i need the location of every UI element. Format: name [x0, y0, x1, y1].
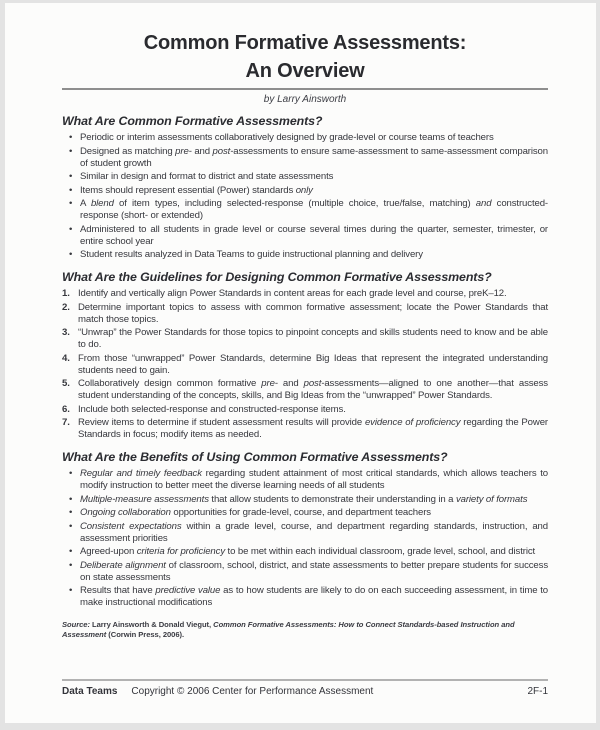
text-segment: Common Formative Assessments: How to Connect Standards-based Instruction and Assessment	[62, 620, 515, 640]
list-item-text	[80, 185, 548, 197]
list-number: 1.	[62, 288, 70, 300]
text-segment: as to how students are likely to do on each succeeding assessment, in time to make instructional modifications	[80, 585, 548, 609]
text-segment: Designed as matching	[80, 145, 176, 157]
list-item	[62, 560, 548, 584]
document-section	[62, 270, 548, 441]
bullet-icon: •	[69, 585, 73, 597]
list-item-text	[80, 224, 548, 248]
text-segment: post-	[212, 145, 234, 157]
text-segment: and	[475, 198, 492, 210]
text-segment: Larry Ainsworth & Donald Viegut,	[89, 620, 214, 630]
list-item	[62, 198, 548, 222]
text-segment: assessments to ensure same-assessment to same-assessment comparison of student growth	[80, 145, 548, 169]
text-segment: Identify and vertically align Power Standards in content areas for each grade level and course, preK–12.	[78, 288, 507, 300]
text-segment: Collaboratively design common formative	[78, 378, 262, 390]
list-item	[62, 585, 548, 609]
footer-brand: Data Teams	[62, 686, 118, 697]
list-item-text	[80, 468, 548, 492]
list-item-text	[78, 288, 548, 300]
bullet-icon: •	[69, 546, 73, 558]
text-segment: Determine important topics to assess with common formative assessment; locate the Power Standards that match those topics.	[78, 301, 548, 325]
bullet-list	[62, 132, 548, 261]
bullet-icon: •	[69, 132, 73, 144]
title-line-2: An Overview	[245, 59, 365, 82]
list-item	[62, 546, 548, 558]
list-item	[62, 185, 548, 197]
text-segment: Consistent expectations	[80, 520, 182, 532]
text-segment: to be met within each individual classroom, grade level, school, and district	[225, 546, 536, 558]
list-item	[62, 146, 548, 170]
bullet-icon: •	[69, 559, 73, 571]
bullet-icon: •	[69, 223, 73, 235]
list-item	[62, 327, 548, 351]
text-segment: “Unwrap” the Power Standards for those topics to pinpoint concepts and skills students need to know and be able to do.	[78, 327, 548, 351]
bullet-icon: •	[69, 520, 73, 532]
list-item	[62, 521, 548, 545]
list-number: 3.	[62, 327, 70, 339]
text-segment: From those “unwrapped” Power Standards, determine Big Ideas that represent the integrated understanding students need to gain.	[78, 352, 548, 376]
list-item-text	[78, 378, 548, 402]
list-item-text	[78, 302, 548, 326]
text-segment: Items should represent essential (Power) standards	[80, 184, 296, 196]
footer-copyright: Copyright © 2006 Center for Performance Assessment	[131, 686, 374, 697]
text-segment: of classroom, school, district, and state assessments to better prepare students for success on state assessments	[80, 559, 548, 583]
text-segment: blend	[90, 198, 114, 210]
text-segment: Deliberate alignment	[80, 559, 166, 571]
page-footer	[62, 679, 548, 697]
text-segment: and	[277, 378, 304, 390]
list-item	[62, 249, 548, 261]
footer-page-number: 2F-1	[527, 686, 548, 697]
list-item	[62, 417, 548, 441]
sections-container	[62, 114, 548, 609]
bullet-icon: •	[69, 507, 73, 519]
document-section	[62, 114, 548, 261]
list-item	[62, 507, 548, 519]
list-number: 7.	[62, 417, 70, 429]
text-segment: assessments—aligned to one another—that assess student understanding of the concepts, skills, and Big Ideas from the “unwrapped” Power Standards.	[78, 378, 548, 402]
list-item	[62, 468, 548, 492]
bullet-icon: •	[69, 468, 73, 480]
document-content	[62, 3, 548, 641]
text-segment: only	[295, 184, 313, 196]
bullet-icon: •	[69, 171, 73, 183]
list-item-text	[80, 132, 548, 144]
text-segment: Regular and timely feedback	[80, 468, 202, 480]
document-page	[5, 3, 596, 723]
text-segment: Periodic or interim assessments collaboratively designed by grade-level or course teams of teachers	[80, 132, 494, 144]
list-item-text	[80, 507, 548, 519]
list-item-text	[80, 146, 548, 170]
text-segment: and	[191, 145, 213, 157]
list-item-text	[78, 404, 548, 416]
list-item	[62, 224, 548, 248]
list-number: 5.	[62, 378, 70, 390]
list-item	[62, 378, 548, 402]
text-segment: Review items to determine if student assessment results will provide	[78, 417, 365, 429]
list-number: 6.	[62, 403, 70, 415]
list-item-text	[78, 417, 548, 441]
text-segment: Student results analyzed in Data Teams to guide instructional planning and delivery	[80, 249, 423, 261]
list-number: 2.	[62, 301, 70, 313]
list-item	[62, 494, 548, 506]
text-segment: Results that have	[80, 585, 156, 597]
bullet-icon: •	[69, 249, 73, 261]
bullet-icon: •	[69, 198, 73, 210]
text-segment: that allow students to demonstrate their understanding in a	[208, 493, 456, 505]
text-segment: constructed-response (short- or extended)	[80, 198, 548, 222]
text-segment: predictive value	[155, 585, 221, 597]
bullet-icon: •	[69, 145, 73, 157]
text-segment: regarding the Power Standards in focus; modify items as needed.	[78, 417, 548, 441]
list-item-text	[80, 560, 548, 584]
numbered-list	[62, 288, 548, 441]
text-segment: Include both selected-response and constructed-response items.	[78, 403, 346, 415]
text-segment: Multiple-measure assessments	[80, 493, 209, 505]
text-segment: pre-	[175, 145, 192, 157]
byline: by Larry Ainsworth	[263, 94, 347, 106]
section-heading: What Are the Benefits of Using Common Formative Assessments?	[62, 450, 448, 465]
list-item	[62, 404, 548, 416]
list-item-text	[80, 585, 548, 609]
list-item-text	[78, 327, 548, 351]
text-segment: evidence of proficiency	[364, 417, 461, 429]
text-segment: pre-	[261, 378, 278, 390]
text-segment: Agreed-upon	[80, 546, 137, 558]
list-item-text	[80, 521, 548, 545]
text-segment: A	[80, 198, 91, 210]
text-segment: (Corwin Press, 2006).	[106, 630, 185, 640]
document-section	[62, 450, 548, 609]
text-segment: opportunities for grade-level, course, and department teachers	[170, 507, 431, 519]
list-item	[62, 171, 548, 183]
text-segment: Source:	[62, 620, 90, 630]
bullet-icon: •	[69, 184, 73, 196]
bullet-list	[62, 468, 548, 609]
text-segment: Similar in design and format to district and state assessments	[80, 171, 334, 183]
text-segment: Administered to all students in grade level or course several times during the quarter, semester, trimester, or entire school year	[80, 223, 548, 247]
list-item-text	[78, 353, 548, 377]
list-item	[62, 353, 548, 377]
list-item-text	[80, 171, 548, 183]
text-segment: of item types, including selected-response (multiple choice, true/false, matching)	[113, 198, 476, 210]
title-rule	[62, 88, 548, 90]
text-segment: variety of formats	[455, 493, 528, 505]
text-segment: Ongoing collaboration	[80, 507, 171, 519]
list-number: 4.	[62, 352, 70, 364]
list-item-text	[80, 546, 548, 558]
title-line-1: Common Formative Assessments:	[143, 32, 467, 54]
text-segment: criteria for proficiency	[136, 546, 225, 558]
bullet-icon: •	[69, 493, 73, 505]
section-heading: What Are the Guidelines for Designing Common Formative Assessments?	[62, 270, 492, 285]
page-title	[62, 30, 548, 85]
text-segment: within a grade level, course, and department regarding standards, instruction, and assessment priorities	[80, 520, 548, 544]
list-item-text	[80, 494, 548, 506]
list-item	[62, 132, 548, 144]
list-item-text	[80, 249, 548, 261]
section-heading: What Are Common Formative Assessments?	[62, 114, 323, 129]
list-item	[62, 302, 548, 326]
list-item	[62, 288, 548, 300]
text-segment: post-	[303, 378, 325, 390]
source-note	[62, 620, 548, 641]
text-segment: regarding student attainment of most critical standards, which allows teachers to modify instruction to better meet the diverse learning needs of all students	[80, 468, 548, 492]
list-item-text	[80, 198, 548, 222]
